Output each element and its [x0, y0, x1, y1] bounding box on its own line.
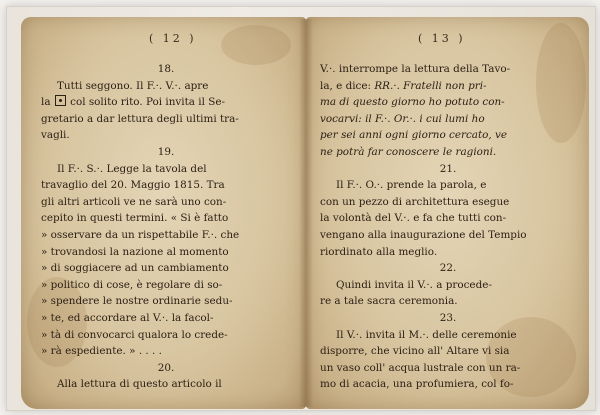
paper-stain	[221, 25, 291, 65]
text-line: travaglio del 20. Maggio 1815. Tra	[41, 179, 225, 192]
text-line: un vaso coll' acqua lustrale con un ra-	[320, 361, 521, 374]
text-line: » politico di cose, è regolare di so-	[41, 278, 223, 291]
right-page-text	[320, 61, 576, 393]
text-line: Il F.·. O.·. prende la parola, e	[336, 179, 487, 192]
text-line: Tutti seggono. Il F.·. V.·. apre	[57, 79, 209, 92]
left-page-text	[41, 61, 291, 393]
text-line: vagli.	[41, 129, 70, 142]
section-number: 23.	[439, 311, 457, 324]
section-number: 22.	[439, 262, 457, 275]
text-line: Quindi invita il V.·. a procede-	[336, 278, 492, 291]
page-number: ( 12 )	[149, 32, 197, 45]
text-line: V.·. interrompe la lettura della Tavo-	[320, 63, 511, 75]
text-line: la, e dice: RR.·. Fratelli non pri-	[320, 79, 487, 92]
text-line: mo di acacia, una profumiera, col fo-	[320, 378, 514, 391]
text-line: » rà espediente. » . . . .	[41, 345, 162, 358]
text-line: Il V.·. invita il M.·. delle ceremonie	[336, 328, 517, 341]
text-line: vocarvi: il F.·. Or.·. i cui lumi ho	[320, 112, 485, 125]
text-line: cepito in questi termini. « Si è fatto	[41, 212, 229, 225]
section-number: 20.	[157, 361, 175, 374]
text-line: » di soggiacere ad un cambiamento	[41, 262, 229, 275]
scanned-book-spread	[6, 6, 596, 411]
right-page	[306, 17, 589, 409]
text-line: riordinato alla meglio.	[320, 245, 438, 258]
section-number: 18.	[157, 63, 175, 75]
text-line: gli altri articoli ve ne sarà uno con-	[41, 195, 227, 208]
text-line: » te, ed accordare al V.·. la facol-	[41, 311, 214, 324]
left-page	[21, 17, 306, 409]
text-line: la volontà del V.·. e fa che tutti con-	[320, 212, 507, 225]
text-line: ne potrà far conoscere le ragioni.	[320, 145, 497, 158]
text-line: gretario a dar lettura degli ultimi tra-	[41, 112, 239, 125]
text-line: ma di questo giorno ho potuto con-	[320, 96, 505, 109]
text-line: Il F.·. S.·. Legge la tavola del	[57, 162, 207, 175]
text-line: » spendere le nostre ordinarie sedu-	[41, 295, 233, 308]
book-gutter	[299, 19, 313, 407]
section-number: 19.	[157, 145, 175, 158]
text-line: Alla lettura di questo articolo il	[57, 378, 222, 391]
text-line: la col solito rito. Poi invita il Se-	[41, 96, 226, 109]
text-line: disporre, che vicino all' Altare vi sia	[320, 345, 510, 358]
text-line: per sei anni ogni giorno cercato, ve	[320, 129, 508, 142]
text-line: » osservare da un rispettabile F.·. che	[41, 228, 240, 241]
lodge-symbol-icon	[55, 95, 66, 106]
text-line: » trovandosi la nazione al momento	[41, 245, 229, 258]
text-line: » tà di convocarci qualora lo crede-	[41, 328, 228, 341]
text-line: vengano alla inaugurazione del Tempio	[320, 228, 527, 241]
section-number: 21.	[439, 162, 457, 175]
page-number: ( 13 )	[418, 32, 466, 45]
text-line: re a tale sacra ceremonia.	[320, 295, 458, 308]
text-line: con un pezzo di architettura esegue	[320, 195, 510, 208]
